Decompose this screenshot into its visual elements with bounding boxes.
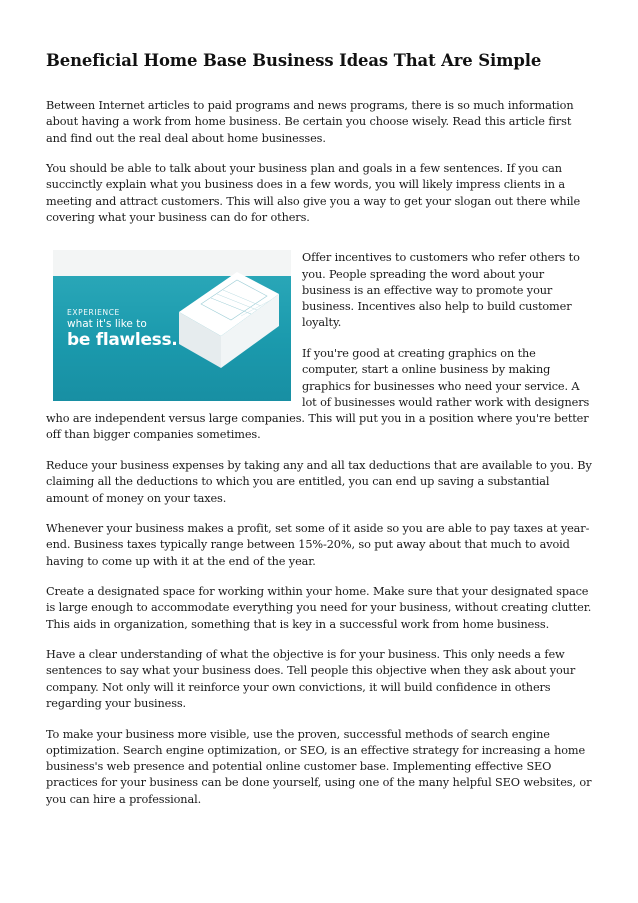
paragraph-intro-1: Between Internet articles to paid programs and news programs, there is so much information about having a work from home business. Be certain you choose wisely. Read this article first and find out the real deal about home businesses. (46, 99, 574, 145)
promo-image (53, 250, 291, 401)
image-text-section (46, 250, 594, 443)
paragraph-body-1: Reduce your business expenses by taking any and all tax deductions that are available to you. By claiming all the deductions to which you are entitled, you can end up saving a substantial amount of money on your taxes. (46, 458, 592, 505)
paragraph-float-1: Offer incentives to customers who refer others to you. People spreading the word about your business is an effective way to promote your business. Incentives also help to build customer loyalty. (302, 251, 580, 330)
page-title: Beneficial Home Base Business Ideas That Are Simple (46, 51, 542, 70)
paragraph-body-2: Whenever your business makes a profit, set some of it aside so you are able to pay taxes at year-end. Business taxes typically range between 15%-20%, so put away about that much to avoid having to come up with it at the end of the year. (46, 521, 590, 568)
product-box-illustration (171, 264, 281, 376)
promo-line-2: what it's like to (67, 318, 147, 331)
paragraph-intro-2: You should be able to talk about your business plan and goals in a few sentences. If you can succinctly explain what you business does in a few words, you will likely impress clients in a meeting and attract customers. This will also give you a way to get your slogan out there while covering what your business can do for others. (46, 162, 581, 224)
promo-image-text (67, 308, 177, 350)
paragraph-body-5: To make your business more visible, use the proven, successful methods of search engine optimization. Search engine optimization, or SEO, is an effective strategy for increasing a home business's web presence and potential online customer base. Implementing effective SEO practices for your business can be done yourself, using one of the many helpful SEO websites, or you can hire a professional. (46, 727, 592, 806)
document-page (46, 50, 594, 822)
paragraph-body-4: Have a clear understanding of what the objective is for your business. This only needs a few sentences to say what your business does. Tell people this objective when they ask about your company. Not only will it reinforce your own convictions, it will build confidence in others regarding your business. (46, 648, 576, 711)
promo-line-3: be flawless. (67, 330, 178, 351)
paragraph-body-3: Create a designated space for working within your home. Make sure that your designated space is large enough to accommodate everything you need for your business, without creating clutter. This aids in organization, something that is key in a successful work from home business. (46, 585, 592, 631)
promo-line-1: EXPERIENCE (67, 308, 120, 318)
paragraph-float-2: If you're good at creating graphics on the computer, start a online business by making graphics for businesses who need your service. A lot of businesses would rather work with designers who are independent versus large companies. This will put you in a position where you're better off than bigger companies sometimes. (46, 346, 590, 442)
